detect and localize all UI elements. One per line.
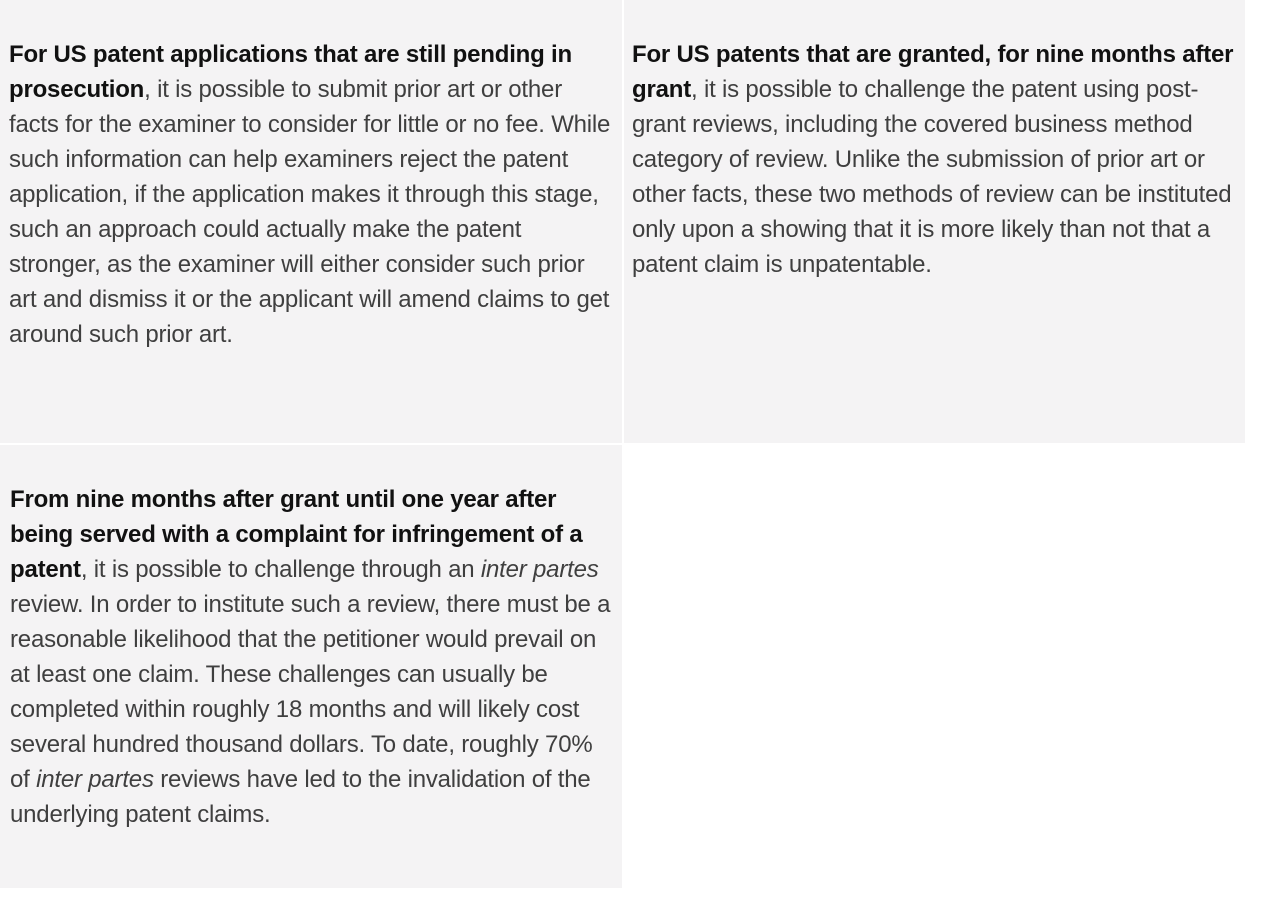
panel-paragraph — [632, 37, 1239, 282]
panel-paragraph — [10, 482, 618, 832]
panel-body-text: , it is possible to submit prior art or other facts for the examiner to consider for little or no fee. While such information can help examiners reject the patent application, if the application makes it through this stage, such an approach could actually make the patent stronger, as the examiner will either consider such prior art and dismiss it or the applicant will amend claims to get around such prior art. — [9, 76, 611, 348]
inter-partes-term: inter partes — [36, 766, 154, 793]
panel-paragraph — [9, 37, 614, 352]
inter-partes-term: inter partes — [480, 556, 599, 583]
pending-applications-panel — [0, 0, 622, 443]
granted-patents-panel — [624, 0, 1245, 443]
panel-lead: From nine months after grant until one year after being served with a complaint for infringement of a patent — [10, 486, 583, 583]
inter-partes-review-panel — [0, 445, 622, 888]
panel-body-text: , it is possible to challenge through an — [80, 556, 481, 583]
panel-body-text: review. In order to institute such a review, there must be a reasonable likelihood that the petitioner would prevail on at least one claim. These challenges can usually be completed within roughly 18 months and will likely cost several hundred thousand dollars. To date, roughly 70% of — [10, 591, 611, 793]
panel-lead: For US patent applications that are still pending in prosecution — [9, 41, 572, 103]
panel-lead: For US patents that are granted, for nine months after grant — [632, 41, 1234, 103]
panel-body-text: reviews have led to the invalidation of the underlying patent claims. — [10, 766, 591, 828]
panel-body-text: , it is possible to challenge the patent using post-grant reviews, including the covered business method category of review. Unlike the submission of prior art or other facts, these two methods of review can be instituted only upon a showing that it is more likely than not that a patent claim is unpatentable. — [632, 76, 1232, 278]
